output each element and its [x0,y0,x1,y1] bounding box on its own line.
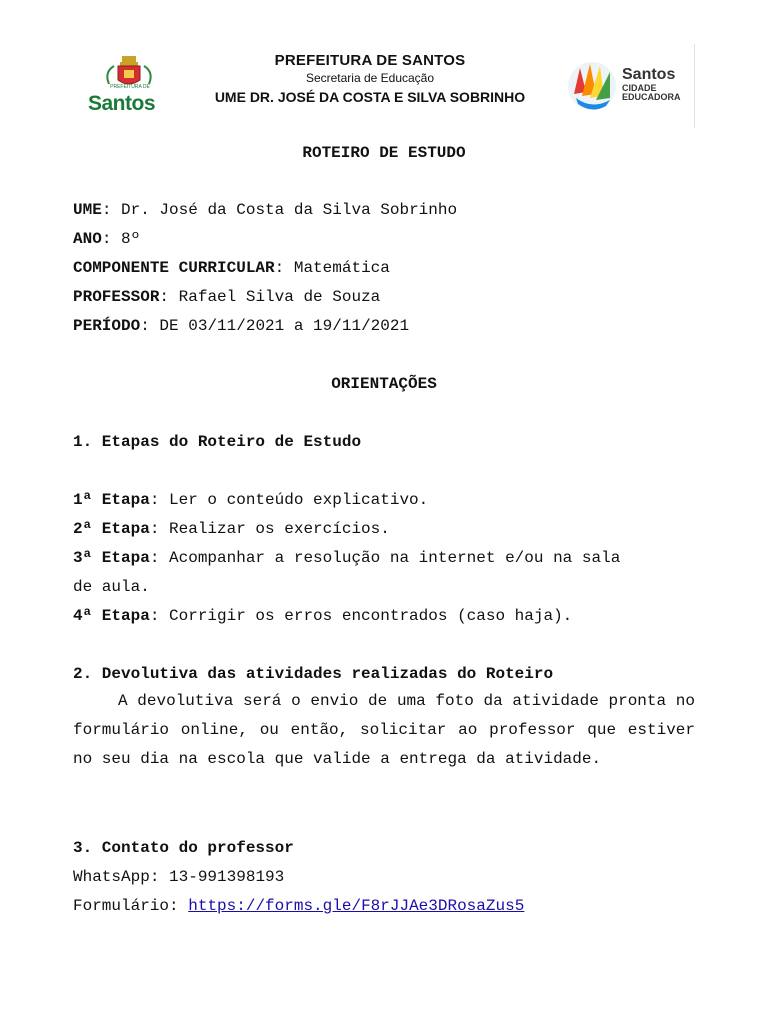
field-value: Rafael Silva de Souza [169,288,381,306]
field-label: PROFESSOR [73,288,160,306]
step-text: : Realizar os exercícios. [149,520,390,538]
field-label: PERÍODO [73,317,141,335]
header-title: PREFEITURA DE SANTOS [274,52,466,69]
step-text: : Ler o conteúdo explicativo. [149,491,429,509]
logo-right-tagline-1: CIDADE [622,83,657,93]
field-label: COMPONENTE CURRICULAR [73,259,275,277]
logo-city-name: Santos [88,92,156,115]
step-text: : Corrigir os erros encontrados (caso haja). [149,607,573,625]
field-label: ANO [73,230,102,248]
field-sep: : [140,317,150,335]
field-professor [73,287,695,307]
field-sep: : [101,230,112,248]
logo-arc-text: PREFEITURA DE [110,84,150,90]
prefeitura-santos-logo [84,54,174,116]
form-link[interactable]: https://forms.gle/F8rJJAe3DRosaZus5 [188,897,525,915]
step-4 [73,606,695,626]
document-title: ROTEIRO DE ESTUDO [302,144,466,162]
field-ume [73,200,695,220]
section-2-paragraph: A devolutiva será o envio de uma foto da atividade pronta no formulário online, ou então, solicitar ao professor que estiver no seu dia na escola que valide a entrega da atividade. [73,692,695,768]
section-2-heading: 2. Devolutiva das atividades realizadas do Roteiro [73,665,554,683]
step-label: 2ª Etapa [73,520,150,538]
step-label: 1ª Etapa [73,491,150,509]
field-value: DE 03/11/2021 a 19/11/2021 [149,317,410,335]
header-subtitle: Secretaria de Educação [305,71,435,85]
whatsapp-label: WhatsApp: [73,868,160,886]
form-line [73,896,695,916]
field-sep: : [274,259,285,277]
whatsapp-value: 13-991398193 [159,868,285,886]
section-3-heading: 3. Contato do professor [73,839,294,857]
orientacoes-heading: ORIENTAÇÕES [331,375,437,393]
step-2 [73,519,695,539]
document-header [0,0,768,130]
step-label: 4ª Etapa [73,607,150,625]
colorful-hands-icon [566,58,622,114]
step-text: : Acompanhar a resolução na internet e/ou na sala [149,549,621,567]
field-value: 8º [111,230,141,248]
field-label: UME [73,201,102,219]
field-sep: : [159,288,170,306]
whatsapp-line [73,867,695,887]
step-1 [73,490,695,510]
logo-right-name: Santos [622,66,676,83]
logo-right-tagline [622,84,692,102]
form-label: Formulário: [73,897,179,915]
step-label: 3ª Etapa [73,549,150,567]
step-3-continuation: de aula. [73,578,150,596]
field-componente [73,258,695,278]
logo-right-tagline-2: EDUCADORA [622,92,681,102]
section-1-heading: 1. Etapas do Roteiro de Estudo [73,433,362,451]
field-sep: : [101,201,112,219]
field-ano [73,229,695,249]
step-3 [73,548,695,568]
field-periodo [73,316,695,336]
header-text [180,52,560,105]
santos-cidade-educadora-logo [564,46,696,126]
field-value: Matemática [284,259,390,277]
field-value: Dr. José da Costa da Silva Sobrinho [111,201,458,219]
header-school: UME DR. JOSÉ DA COSTA E SILVA SOBRINHO [214,89,526,105]
logo-divider [694,44,695,128]
